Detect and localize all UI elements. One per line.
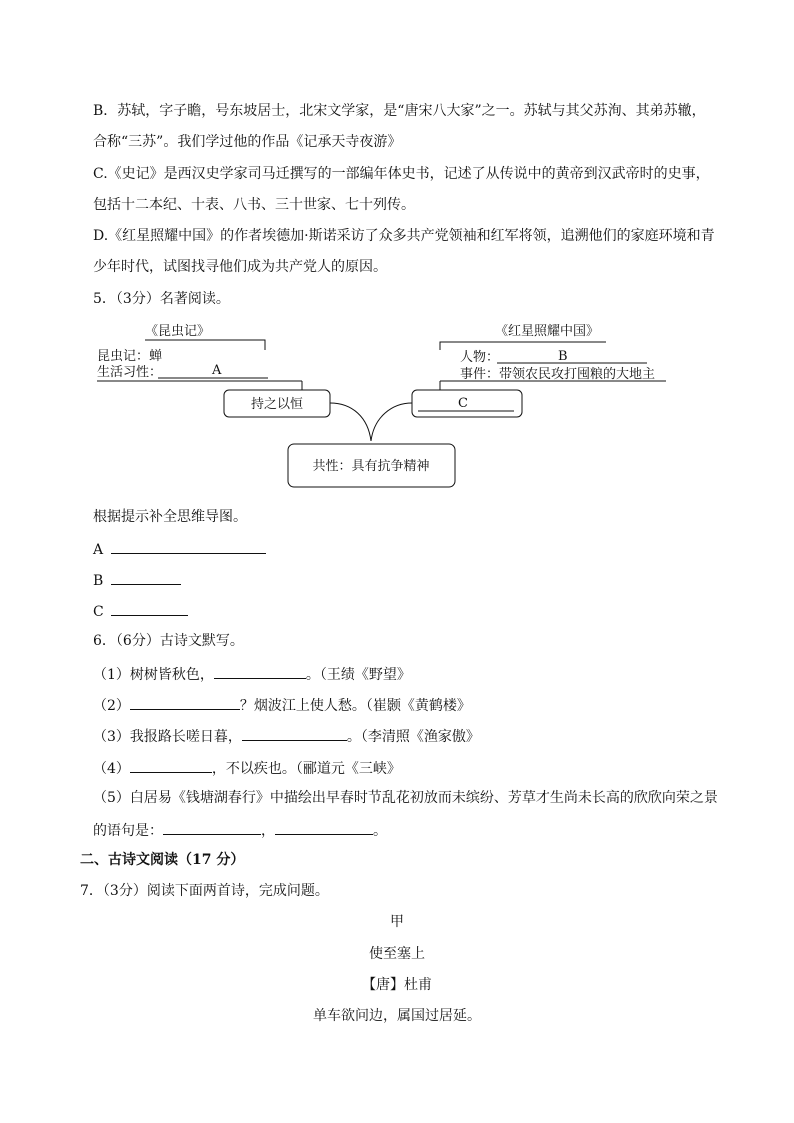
answer-b-label: B	[93, 573, 104, 589]
q6-item-4-pre: （4）	[93, 761, 130, 777]
q6-item-1-pre: （1）树树皆秋色，	[93, 667, 214, 683]
mindmap-left-curve	[330, 403, 371, 441]
section-2-heading: 二、古诗文阅读（17 分）	[80, 852, 245, 868]
answer-a-row	[93, 539, 266, 559]
q6-item-5-blank-1[interactable]	[163, 820, 261, 835]
answer-b-row	[93, 570, 181, 590]
answer-a-blank[interactable]	[111, 539, 266, 554]
question-7-title: 7．（3分）阅读下面两首诗，完成问题。	[80, 883, 329, 899]
q6-item-2-blank[interactable]	[130, 695, 240, 710]
q6-item-5-mid: ，	[261, 823, 275, 839]
q6-item-5-post: 。	[373, 823, 387, 839]
option-b-line1: B．苏轼，字子瞻，号东坡居士，北宋文学家，是“唐宋八大家”之一。苏轼与其父苏洵、其弟苏辙，	[93, 103, 706, 119]
mindmap-right-book: 《红星照耀中国》	[495, 324, 600, 339]
q6-item-4	[93, 758, 401, 778]
q6-item-4-post: ，不以疾也。（郦道元《三峡》	[211, 761, 401, 777]
question-5-title: 5．（3分）名著阅读。	[93, 291, 230, 307]
option-c-line1: C.《史记》是西汉史学家司马迁撰写的一部编年体史书，记述了从传说中的黄帝到汉武帝时的史事，	[93, 166, 710, 182]
q6-item-5-line1: （5）白居易《钱塘湖春行》中描绘出早春时节乱花初放而未缤纷、芳草才生尚未长高的欣欣向荣之景	[93, 790, 718, 806]
q6-item-5-pre: 的语句是：	[93, 823, 163, 839]
q6-item-2	[93, 695, 471, 715]
poem-author: 【唐】杜甫	[362, 977, 432, 993]
mindmap-left-book: 《昆虫记》	[145, 324, 211, 339]
answer-a-label: A	[93, 542, 104, 558]
mindmap-center-node-text: 共性：具有抗争精神	[312, 459, 430, 474]
poem-title: 使至塞上	[369, 946, 425, 962]
mindmap-left-line1: 昆虫记：蝉	[97, 349, 163, 364]
mindmap-right-line1-label: 人物：	[460, 350, 500, 365]
q6-item-5-blank-2[interactable]	[275, 820, 373, 835]
mindmap-left-blank: A	[212, 363, 222, 378]
mindmap-right-node-text: C	[458, 396, 468, 411]
mindmap-right-blank: B	[558, 349, 568, 364]
answer-c-label: C	[93, 604, 104, 620]
mindmap-right-curve	[371, 403, 412, 441]
poem-label: 甲	[390, 914, 404, 930]
option-c-line2: 包括十二本纪、十表、八书、三十世家、七十列传。	[93, 197, 415, 213]
q6-item-2-post: ？烟波江上使人愁。（崔颢《黄鹤楼》	[239, 698, 471, 714]
question-6-title: 6．（6分）古诗文默写。	[93, 633, 244, 649]
answer-c-blank[interactable]	[111, 601, 188, 616]
answer-b-blank[interactable]	[111, 570, 181, 585]
q6-item-4-blank[interactable]	[130, 758, 212, 773]
question-5-instruction: 根据提示补全思维导图。	[93, 509, 247, 525]
q6-item-1-post: 。（王绩《野望》	[305, 667, 411, 683]
q6-item-3-post: 。（李清照《渔家傲》	[346, 729, 480, 745]
q6-item-3-pre: （3）我报路长嗟日暮，	[93, 729, 242, 745]
mindmap-left-line2-label: 生活习性：	[97, 365, 163, 380]
poem-line-1: 单车欲问边，属国过居延。	[313, 1008, 481, 1024]
option-d-line2: 少年时代，试图找寻他们成为共产党人的原因。	[93, 259, 387, 275]
mind-map	[0, 315, 794, 495]
mindmap-right-book-bracket	[440, 342, 606, 350]
q6-item-3	[93, 726, 480, 746]
q6-item-1-blank[interactable]	[214, 664, 306, 679]
mindmap-right-line2: 事件：带领农民攻打囤粮的大地主	[460, 367, 656, 382]
option-d-line1: D.《红星照耀中国》的作者埃德加·斯诺采访了众多共产党领袖和红军将领，追溯他们的家庭环境和青	[93, 228, 715, 244]
q6-item-1	[93, 664, 411, 684]
option-b-line2: 合称“三苏”。我们学过他的作品《记承天寺夜游》	[93, 134, 402, 150]
q6-item-5-line2	[93, 820, 387, 840]
answer-c-row	[93, 601, 188, 621]
mindmap-left-node-text: 持之以恒	[250, 397, 304, 412]
q6-item-3-blank[interactable]	[242, 726, 347, 741]
mindmap-left-book-bracket	[145, 340, 265, 350]
q6-item-2-pre: （2）	[93, 698, 130, 714]
